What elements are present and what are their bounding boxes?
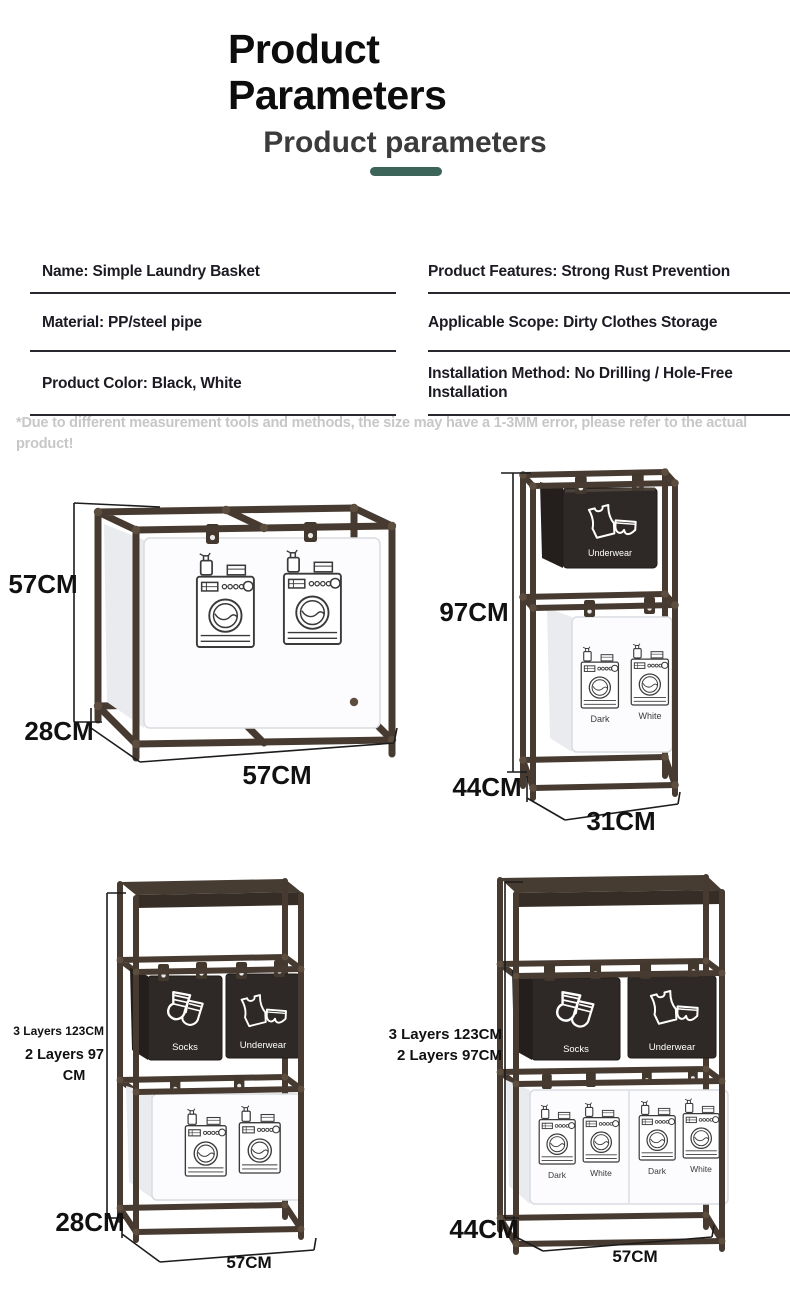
sorting-bag [547,608,672,752]
spec-row-installation [428,352,790,416]
spec-label-material: Material: PP/steel pipe [42,313,202,331]
dim-depth-label: 44CM [449,1214,519,1244]
laundry-bag [126,1086,302,1200]
dim-width-label: 57CM [612,1247,658,1266]
dim-width-label: 57CM [242,760,312,790]
washer-label-dark-1: Dark [548,1170,566,1180]
product-diagram-three-tier-shallow [12,868,390,1296]
socks-basket [130,968,222,1060]
washer-label-white-1: White [590,1168,612,1178]
spec-row-name [30,250,396,294]
dim-depth-label: 28CM [24,716,94,746]
dim-height-label-3: CM [62,1068,86,1084]
spec-label-installation: Installation Method: No Drilling / Hole-Free Installation [428,365,733,401]
laundry-bags [506,1080,728,1204]
spec-row-scope [428,294,790,352]
accent-underline [370,167,442,176]
spec-row-features [428,250,790,294]
dim-width-label: 57CM [226,1253,272,1272]
dim-depth-label: 28CM [55,1207,125,1237]
basket-label-underwear: Underwear [587,548,633,558]
spec-row-material [30,294,396,352]
basket-label-underwear: Underwear [239,1040,287,1051]
spec-label-color: Product Color: Black, White [42,374,242,392]
spec-row-color [30,352,396,416]
socks-basket [512,970,620,1060]
washer-label-white-2: White [690,1164,712,1174]
spec-label-scope: Applicable Scope: Dirty Clothes Storage [428,313,718,331]
top-shelf [500,875,722,893]
spec-table-left [30,250,396,416]
underwear-basket [540,482,657,568]
dim-height-label-2: 2 Layers 97 [24,1047,104,1063]
dim-height-label-1: 3 Layers 123CM [388,1026,502,1043]
dim-height-label-2: 2 Layers 97CM [396,1047,502,1064]
underwear-basket [226,974,300,1058]
washer-label-dark: Dark [590,714,610,724]
page-subtitle: Product parameters [263,126,547,159]
spec-table-right [428,250,790,416]
product-diagram-three-tier-deep [388,866,788,1306]
dim-height-label: 97CM [439,597,509,627]
dim-height-label: 57CM [8,569,78,599]
disclaimer-line-2: product! [16,436,74,452]
disclaimer-line-1: *Due to different measurement tools and methods, the size may have a 1-3MM error, please refer to the actual [16,415,748,431]
dim-height-label-1: 3 Layers 123CM [13,1024,104,1038]
dim-width-label: 31CM [586,806,656,836]
dim-depth-label: 44CM [452,772,522,802]
spec-label-name: Name: Simple Laundry Basket [42,262,260,280]
page-title: Product Parameters [228,26,447,118]
underwear-basket [628,976,716,1058]
laundry-bag [104,524,380,728]
basket-label-underwear: Underwear [648,1042,696,1053]
product-diagram-two-tier [432,450,788,850]
washer-label-dark-2: Dark [648,1166,666,1176]
disclaimer [16,413,790,455]
product-diagram-single-tier [10,462,440,807]
spec-label-features: Product Features: Strong Rust Prevention [428,262,731,280]
basket-label-socks: Socks [563,1044,589,1055]
washer-label-white: White [638,711,662,721]
basket-label-socks: Socks [172,1042,198,1053]
